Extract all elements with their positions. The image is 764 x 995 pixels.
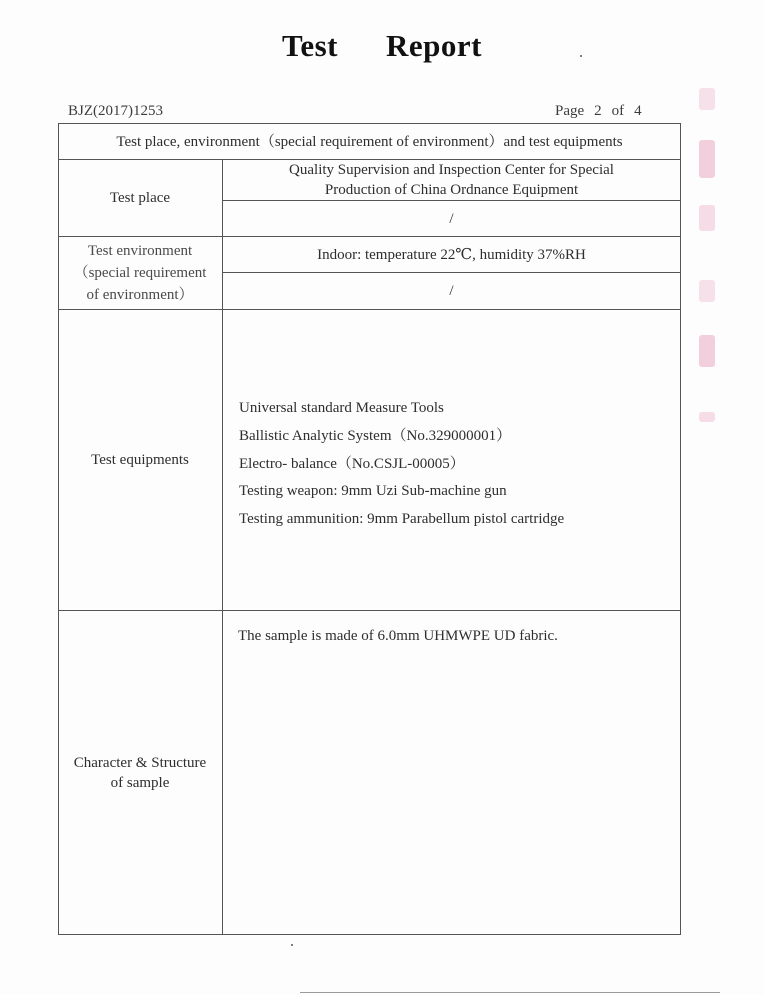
seal-mark [699,280,715,302]
test-environment-label-line-3: of environment） [86,287,194,303]
equipment-item: Electro- balance（No.CSJL-00005） [239,455,465,472]
table-header: Test place, environment（special requirement of environment）and test equipments [116,133,623,150]
scan-edge [300,992,720,993]
test-place-label: Test place [109,190,171,206]
test-equipments-label: Test equipments [91,452,189,468]
document-number: BJZ(2017)1253 [68,103,163,119]
equipment-item: Testing ammunition: 9mm Parabellum pistol cartridge [239,511,565,528]
seal-mark [699,205,715,231]
test-environment-label-line-2: （special requirement [73,265,207,281]
title-word-report: Report [386,28,482,63]
sample-label-line-1: Character & Structure [73,755,207,771]
test-environment-extra: / [449,283,454,299]
seal-mark [699,140,715,178]
title-word-test: Test [282,28,338,63]
test-environment-label [59,237,221,309]
report-title [0,28,764,64]
equipment-item: Ballistic Analytic System（No.329000001） [239,427,512,444]
page-label: Page [555,103,585,119]
page-current: 2 [594,103,602,119]
seal-mark [699,335,715,367]
page-total: 4 [634,103,642,119]
speck [291,944,293,946]
test-environment-value: Indoor: temperature 22℃, humidity 37%RH [317,246,586,263]
sample-label-line-2: of sample [110,775,170,791]
test-place-line-1: Quality Supervision and Inspection Center for Special [289,162,614,178]
equipment-item: Universal standard Measure Tools [239,400,444,416]
seal-mark [699,412,715,422]
page-of: of [611,103,625,119]
equipment-item: Testing weapon: 9mm Uzi Sub-machine gun [239,483,507,500]
speck [580,55,582,57]
seal-mark [699,88,715,110]
page-indicator [555,103,642,120]
equipment-list [239,396,564,535]
sample-description: The sample is made of 6.0mm UHMWPE UD fabric. [238,628,558,644]
test-place-line-2: Production of China Ordnance Equipment [324,182,579,198]
test-environment-label-line-1: Test environment [87,243,193,259]
test-place-value [223,160,680,200]
test-place-extra: / [449,210,454,227]
sample-label [59,611,221,935]
